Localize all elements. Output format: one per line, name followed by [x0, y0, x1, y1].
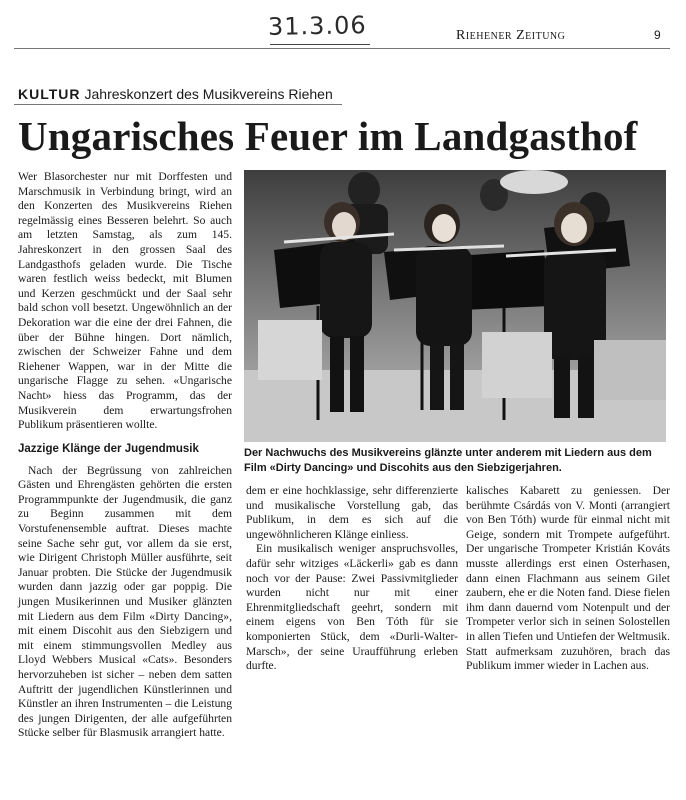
- headline: Ungarisches Feuer im Landgasthof: [18, 113, 638, 159]
- article-photo: [244, 170, 666, 442]
- header-rule: [14, 48, 670, 49]
- article-column-3: [466, 484, 670, 674]
- paragraph-jugendmusik: Nach der Begrüssung von zahlreichen Gästen und Ehrengästen gehörten die ersten Programmpunkte der Jugendmusik, die ganz zu Beginn zusammen mit dem Vorstufenensemble auftrat. Dieses machte seine Sache sehr gut, vor allem da sie erst, wie Dirigent Christoph Müller ausführte, seit Januar probten. Die Stücke der Jugendmusik wurden dann jazzig oder gar poppig. Die jungen Musikerinnen und Musiker glänzten mit Liedern aus dem Film «Dirty Dancing», mit einem Discohit aus den Siebzigern und mit einem stimmungsvollen Medley aus Lloyd Webbers Musical «Cats». Besonders hervorzuheben ist sicher – neben dem satten Auftritt der jugendlichen Künstlerinnen und Künstler an ihren Instrumenten – die Leistung des jungen Dirigenten, der alle aufgeführten Stücke selber für Blasmusik arrangiert hatte.: [18, 463, 232, 740]
- paragraph-laeckerli: Ein musikalisch weniger anspruchsvolles, dafür sehr witziges «Läckerli» gab es dann noch vor der Pause: Zwei Passivmitglieder wurden nicht nur mit einer Ehrenmitgliedschaft geehrt, sondern mit einem eigens von Ben Tóth für sie komponierten Stück, dem «Durli-Walter-Marsch», der seine Uraufführung erleben durfte.: [246, 542, 458, 673]
- paragraph-col2-continued: dem er eine hochklassige, sehr differenzierte und musikalische Vorstellung gab, das Publikum, in dem es sich auf die ungewöhnlicheren Klänge einliess.: [246, 484, 458, 541]
- photo-caption: Der Nachwuchs des Musikvereins glänzte unter anderem mit Liedern aus dem Film «Dirty Dancing» und Discohits aus den Siebzigerjahren.: [244, 447, 652, 474]
- handwritten-date: 31.3.06: [267, 11, 367, 41]
- subheading: Jazzige Klänge der Jugendmusik: [18, 442, 199, 455]
- newspaper-name: Riehener Zeitung: [456, 28, 566, 43]
- paragraph-csardas: kalisches Kabarett zu geniessen. Der berühmte Csárdás von V. Monti (arrangiert von Ben Tóth) wurde für einmal nicht mit Geige, sondern mit Trompete aufgeführt. Der ungarische Trompeter Kristián Kováts musste allerdings erst einen Osterhasen, dann einen Flachmann aus seinem Gilet zaubern, ehe er die Noten fand. Diese fielen ihm dann dauernd vom Notenpult und der Trompeter verlor sich in seinen Solostellen in allen Tiefen und Untiefen der Weltmusik. Statt aufmerksam zuzuhören, brach das Publikum immer wieder in Lachen aus.: [466, 484, 670, 673]
- page-number: 9: [654, 28, 661, 42]
- kicker-text: Jahreskonzert des Musikvereins Riehen: [84, 86, 333, 102]
- article-column-1: [18, 170, 232, 741]
- handwritten-underline: [270, 44, 370, 45]
- article-column-2: [246, 484, 458, 674]
- kicker-rule: [14, 104, 342, 105]
- kicker: [18, 86, 333, 102]
- paragraph-intro: Wer Blasorchester nur mit Dorffesten und Marschmusik in Verbindung bringt, wird an den Konzerten des Musikvereins Riehen regelmässig eines Besseren belehrt. So auch am letzten Samstag, als zum 145. Jahreskonzert in den grossen Saal des Landgasthofs geladen wurde. Die Tische waren festlich weiss bedeckt, mit Blumen und Kerzen geschmückt und der Saal sehr bald schon voll besetzt. Ungewöhnlich an der Dekoration war die eine der drei Fahnen, die über der Bühne hingen. Dort nämlich, zwischen der Schweizer Fahne und dem Riehener Wappen, war in der Mitte die ungarische Flagge zu sehen. «Ungarische Nacht» hiess das Programm, das der Musikverein dem erwartungsfrohen Publikum präsentieren wollte.: [18, 170, 232, 432]
- photo-orchestra-icon: [244, 170, 666, 442]
- section-label: KULTUR: [18, 86, 81, 102]
